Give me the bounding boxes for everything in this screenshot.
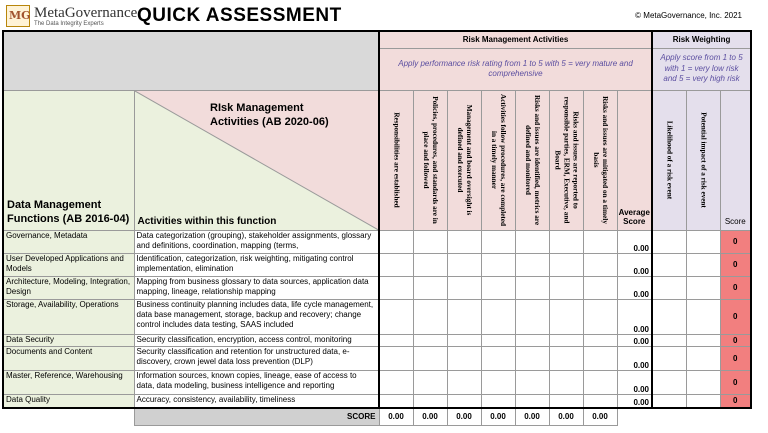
assessment-grid [2, 30, 768, 426]
rating-input-cell[interactable] [583, 253, 617, 276]
rating-input-cell[interactable] [549, 346, 583, 370]
rating-input-cell[interactable] [515, 299, 549, 334]
rating-input-cell[interactable] [413, 346, 447, 370]
average-score-header: Average Score [617, 90, 652, 230]
table-row [3, 394, 768, 408]
rating-input-cell[interactable] [481, 299, 515, 334]
rating-input-cell[interactable] [447, 334, 481, 346]
table-row [3, 230, 768, 253]
rating-input-cell[interactable] [549, 276, 583, 299]
table-row [3, 334, 768, 346]
dm-functions-header [3, 90, 134, 230]
score-total-cell: 0.00 [549, 408, 583, 425]
average-score-cell: 0.00 [617, 276, 652, 299]
activities-cell: Security classification, encryption, access control, monitoring [134, 334, 379, 346]
rating-input-cell[interactable] [515, 346, 549, 370]
score-cell: 0 [720, 276, 751, 299]
activities-cell: Business continuity planning includes data, life cycle management, data base management, storage, backup and recovery; change control includes data testing, SAAS included [134, 299, 379, 334]
impact-input-cell[interactable] [686, 370, 720, 394]
average-score-cell: 0.00 [617, 346, 652, 370]
risk-section-subtitle: Apply performance risk rating from 1 to 5 with 5 = very mature and comprehensive [379, 48, 652, 90]
rating-input-cell[interactable] [379, 299, 413, 334]
score-cell: 0 [720, 370, 751, 394]
col-header-policies: Policies, procedures, and standards are in place and followed [413, 90, 447, 230]
copyright-text: © MetaGovernance, Inc. 2021 [635, 11, 742, 20]
rating-input-cell[interactable] [413, 394, 447, 408]
table-row [3, 346, 768, 370]
rating-input-cell[interactable] [413, 370, 447, 394]
function-cell: Governance, Metadata [3, 230, 134, 253]
table-row [3, 299, 768, 334]
rating-input-cell[interactable] [379, 394, 413, 408]
score-header: Score [720, 90, 751, 230]
weight-section-subtitle: Apply score from 1 to 5 with 1 = very low risk and 5 = very high risk [652, 48, 751, 90]
rating-input-cell[interactable] [447, 346, 481, 370]
average-score-cell: 0.00 [617, 334, 652, 346]
rating-input-cell[interactable] [549, 394, 583, 408]
activities-cell: Information sources, known copies, lineage, ease of access to data, data modeling, business intelligence and reporting [134, 370, 379, 394]
average-score-cell: 0.00 [617, 253, 652, 276]
col-header-impact: Potential impact of a risk event [686, 90, 720, 230]
score-cell: 0 [720, 334, 751, 346]
rating-input-cell[interactable] [583, 299, 617, 334]
rating-input-cell[interactable] [379, 230, 413, 253]
rating-input-cell[interactable] [379, 346, 413, 370]
rating-input-cell[interactable] [515, 394, 549, 408]
rating-input-cell[interactable] [549, 370, 583, 394]
rating-input-cell[interactable] [447, 253, 481, 276]
score-total-cell: 0.00 [515, 408, 549, 425]
activities-cell: Mapping from business glossary to data sources, application data mapping, lineage, relationship mapping [134, 276, 379, 299]
impact-input-cell[interactable] [686, 276, 720, 299]
score-cell: 0 [720, 346, 751, 370]
likelihood-input-cell[interactable] [652, 276, 686, 299]
rating-input-cell[interactable] [413, 253, 447, 276]
table-row [3, 370, 768, 394]
likelihood-input-cell[interactable] [652, 370, 686, 394]
rating-input-cell[interactable] [379, 276, 413, 299]
header [0, 0, 768, 32]
score-cell: 0 [720, 394, 751, 408]
margin-cell [751, 31, 768, 48]
blank-header-cell [3, 31, 379, 90]
rating-input-cell[interactable] [481, 230, 515, 253]
impact-input-cell[interactable] [686, 334, 720, 346]
rating-input-cell[interactable] [583, 394, 617, 408]
score-total-cell: 0.00 [583, 408, 617, 425]
rating-input-cell[interactable] [549, 334, 583, 346]
rating-input-cell[interactable] [481, 370, 515, 394]
average-score-cell: 0.00 [617, 230, 652, 253]
rating-input-cell[interactable] [447, 230, 481, 253]
rating-input-cell[interactable] [549, 253, 583, 276]
activities-cell: Accuracy, consistency, availability, timeliness [134, 394, 379, 408]
rating-input-cell[interactable] [583, 230, 617, 253]
score-cell: 0 [720, 253, 751, 276]
average-score-cell: 0.00 [617, 299, 652, 334]
likelihood-input-cell[interactable] [652, 334, 686, 346]
rating-input-cell[interactable] [447, 394, 481, 408]
function-cell: User Developed Applications and Models [3, 253, 134, 276]
rating-input-cell[interactable] [515, 230, 549, 253]
impact-input-cell[interactable] [686, 394, 720, 408]
rating-input-cell[interactable] [413, 230, 447, 253]
score-total-row [3, 408, 768, 425]
average-score-cell: 0.00 [617, 370, 652, 394]
risk-activities-label: RIsk Management Activities (AB 2020-06) [210, 101, 329, 128]
likelihood-input-cell[interactable] [652, 299, 686, 334]
rating-input-cell[interactable] [413, 299, 447, 334]
likelihood-input-cell[interactable] [652, 394, 686, 408]
average-score-cell: 0.00 [617, 394, 652, 408]
rating-input-cell[interactable] [549, 230, 583, 253]
function-cell: Master, Reference, Warehousing [3, 370, 134, 394]
function-cell: Storage, Availability, Operations [3, 299, 134, 334]
function-cell: Data Security [3, 334, 134, 346]
rating-input-cell[interactable] [481, 253, 515, 276]
rating-input-cell[interactable] [481, 394, 515, 408]
likelihood-input-cell[interactable] [652, 346, 686, 370]
logo-tagline: The Data Integrity Experts [34, 21, 104, 27]
col-header-responsibilities: Responsibilities are established [379, 90, 413, 230]
score-total-cell: 0.00 [481, 408, 515, 425]
rating-input-cell[interactable] [583, 370, 617, 394]
rating-input-cell[interactable] [515, 253, 549, 276]
function-cell: Data Quality [3, 394, 134, 408]
activities-cell: Security classification and retention for unstructured data, e-discovery, crown jewel data loss prevention (DLP) [134, 346, 379, 370]
rating-input-cell[interactable] [379, 253, 413, 276]
likelihood-input-cell[interactable] [652, 253, 686, 276]
score-total-cell: 0.00 [413, 408, 447, 425]
impact-input-cell[interactable] [686, 253, 720, 276]
logo-name: MetaGovernance [34, 5, 138, 21]
col-header-reported: Risks and issues are reported to responsible parties, ERM, Executive, and Board [549, 90, 583, 230]
score-cell: 0 [720, 230, 751, 253]
rating-input-cell[interactable] [379, 334, 413, 346]
rating-input-cell[interactable] [549, 299, 583, 334]
rating-input-cell[interactable] [413, 276, 447, 299]
col-header-procedures: Activities follow procedures, are completed in a timely manner [481, 90, 515, 230]
table-row [3, 253, 768, 276]
impact-input-cell[interactable] [686, 346, 720, 370]
table-row [3, 276, 768, 299]
dm-functions-label: Data Management Functions (AB 2016-04) [7, 199, 130, 225]
col-header-identified: Risks and issues are identified, metrics are defined and monitored [515, 90, 549, 230]
rating-input-cell[interactable] [515, 334, 549, 346]
rating-input-cell[interactable] [583, 346, 617, 370]
rating-input-cell[interactable] [481, 276, 515, 299]
rating-input-cell[interactable] [515, 370, 549, 394]
score-total-cell: 0.00 [447, 408, 481, 425]
likelihood-input-cell[interactable] [652, 230, 686, 253]
rating-input-cell[interactable] [583, 334, 617, 346]
logo-icon: MG [6, 5, 30, 27]
activities-cell: Identification, categorization, risk weighting, mitigating control implementation, elimination [134, 253, 379, 276]
col-header-likelihood: Likelihood of a risk event [652, 90, 686, 230]
score-row-label: SCORE [134, 408, 379, 425]
score-total-cell: 0.00 [379, 408, 413, 425]
activities-cell: Data categorization (grouping), stakeholder assignments, glossary and definitions, coordination, mapping (terms, [134, 230, 379, 253]
risk-section-title: Risk Management Activities [379, 31, 652, 48]
page-title: QUICK ASSESSMENT [137, 5, 342, 26]
rating-input-cell[interactable] [447, 299, 481, 334]
assessment-rows [3, 230, 768, 408]
rating-input-cell[interactable] [447, 276, 481, 299]
diagonal-header-cell [134, 90, 379, 230]
rating-input-cell[interactable] [379, 370, 413, 394]
activities-within-label: Activities within this function [137, 215, 277, 227]
weight-section-title: Risk Weighting [652, 31, 751, 48]
rating-input-cell[interactable] [583, 276, 617, 299]
rating-input-cell[interactable] [413, 334, 447, 346]
rating-input-cell[interactable] [447, 370, 481, 394]
score-cell: 0 [720, 299, 751, 334]
impact-input-cell[interactable] [686, 230, 720, 253]
col-header-oversight: Management and board oversight is defined and executed [447, 90, 481, 230]
rating-input-cell[interactable] [515, 276, 549, 299]
function-cell: Documents and Content [3, 346, 134, 370]
rating-input-cell[interactable] [481, 346, 515, 370]
function-cell: Architecture, Modeling, Integration, Design [3, 276, 134, 299]
impact-input-cell[interactable] [686, 299, 720, 334]
rating-input-cell[interactable] [481, 334, 515, 346]
col-header-mitigated: Risks and issues are mitigated on a timely basis [583, 90, 617, 230]
